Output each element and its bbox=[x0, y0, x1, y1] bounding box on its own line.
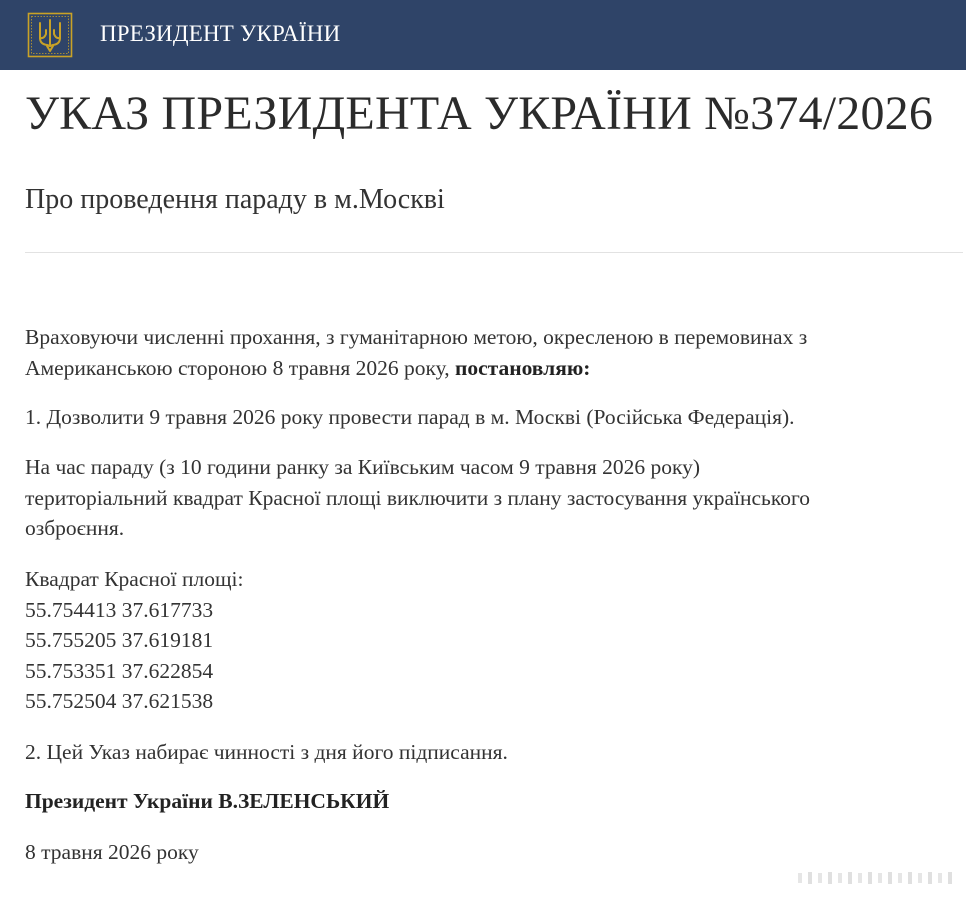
item-1-text: 1. Дозволити 9 травня 2026 року провести парад в м. Москві (Російська Федерація). bbox=[25, 405, 795, 429]
intro-bold-resolve: постановляю: bbox=[454, 355, 591, 380]
site-title-link[interactable]: ПРЕЗИДЕНТ УКРАЇНИ bbox=[100, 21, 341, 46]
item-2-paragraph bbox=[25, 737, 945, 768]
scroll-fade-indicator bbox=[798, 867, 958, 889]
divider bbox=[25, 252, 963, 253]
item-1-detail-paragraph bbox=[25, 452, 945, 544]
signature-paragraph bbox=[25, 786, 945, 817]
coordinates-paragraph bbox=[25, 564, 945, 717]
coordinate-row: 55.753351 37.622854 bbox=[25, 658, 214, 683]
coordinate-row: 55.754413 37.617733 bbox=[25, 597, 214, 622]
trident-emblem-icon[interactable] bbox=[27, 12, 73, 58]
item-1-detail-line: На час параду (з 10 години ранку за Київським часом 9 травня 2026 року) bbox=[25, 455, 701, 479]
item-1-paragraph bbox=[25, 402, 945, 433]
item-1-detail-line: територіальний квадрат Красної площі виключити з плану застосування українського bbox=[25, 485, 810, 510]
date-paragraph bbox=[25, 837, 945, 868]
decree-date: 8 травня 2026 року bbox=[25, 840, 199, 864]
intro-line-1: Враховуючи численні прохання, з гуманітарною метою, окресленою в перемовинах з bbox=[25, 325, 808, 349]
item-1-detail-line: озброєння. bbox=[25, 516, 125, 540]
signature: Президент України В.ЗЕЛЕНСЬКИЙ bbox=[25, 789, 390, 813]
square-label: Квадрат Красної площі: bbox=[25, 567, 244, 591]
site-header bbox=[0, 0, 966, 70]
decree-subtitle: Про проведення параду в м.Москві bbox=[25, 184, 445, 215]
coordinate-row: 55.755205 37.619181 bbox=[25, 628, 214, 652]
coordinate-row: 55.752504 37.621538 bbox=[25, 689, 214, 713]
intro-line-2-wrapper bbox=[25, 353, 945, 384]
intro-paragraph bbox=[25, 322, 945, 383]
decree-title: УКАЗ ПРЕЗИДЕНТА УКРАЇНИ №374/2026 bbox=[25, 87, 934, 140]
intro-line-2: Американською стороною 8 травня 2026 року, bbox=[25, 355, 450, 380]
item-2-text: 2. Цей Указ набирає чинності з дня його підписання. bbox=[25, 740, 508, 764]
